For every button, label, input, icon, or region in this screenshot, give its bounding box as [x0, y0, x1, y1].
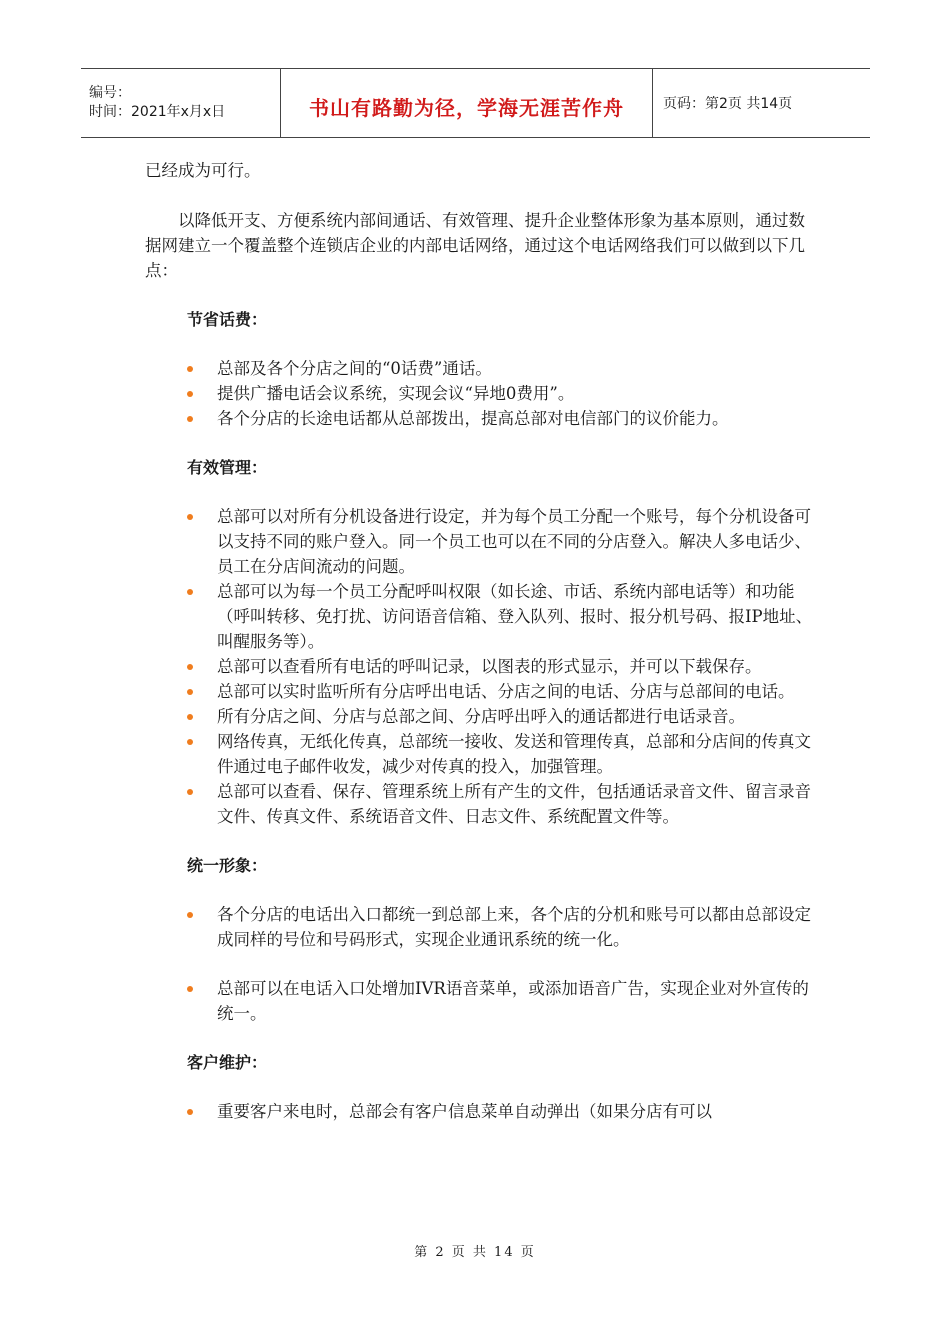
page-info-text: 页码：第2页 共14页: [663, 96, 793, 112]
list-item: 重要客户来电时，总部会有客户信息菜单自动弹出（如果分店有可以: [217, 1099, 815, 1124]
bullet-icon: [187, 1109, 193, 1115]
bullet-icon: [187, 416, 193, 422]
header-motto: [281, 69, 653, 137]
list-item: 总部可以实时监听所有分店呼出电话、分店之间的电话、分店与总部间的电话。: [217, 679, 815, 704]
intro-paragraph: 以降低开支、方便系统内部间通话、有效管理、提升企业整体形象为基本原则，通过数据网建立一个覆盖整个连锁店企业的内部电话网络，通过这个电话网络我们可以做到以下几点：: [145, 211, 805, 280]
bullet-icon: [187, 714, 193, 720]
time-label: 时间：2021年x月x日: [89, 104, 226, 120]
list-spacer: [217, 952, 815, 976]
bullet-icon: [187, 912, 193, 918]
bullet-icon: [187, 739, 193, 745]
list-item: 总部可以为每一个员工分配呼叫权限（如长途、市话、系统内部电话等）和功能（呼叫转移、免打扰、访问语音信箱、登入队列、报时、报分机号码、报IP地址、叫醒服务等）。: [217, 579, 815, 654]
section-title-management: 有效管理：: [187, 458, 268, 477]
list-item: 总部可以在电话入口处增加IVR语音菜单，或添加语音广告，实现企业对外宣传的统一。: [217, 976, 815, 1026]
header-page-info: [653, 69, 870, 137]
bullet-icon: [187, 789, 193, 795]
bullet-icon: [187, 366, 193, 372]
list-item: 提供广播电话会议系统，实现会议“异地0费用”。: [217, 381, 815, 406]
bullet-icon: [187, 986, 193, 992]
bullet-icon: [187, 589, 193, 595]
section-title-unified-image: 统一形象：: [187, 856, 268, 875]
number-label: 编号：: [89, 85, 131, 101]
bullet-icon: [187, 689, 193, 695]
page-header: [81, 68, 870, 138]
list-customer: [145, 1099, 815, 1124]
bullet-icon: [187, 391, 193, 397]
list-save-cost: [145, 356, 815, 431]
list-item: 总部及各个分店之间的“0话费”通话。: [217, 356, 815, 381]
list-item: 总部可以查看、保存、管理系统上所有产生的文件，包括通话录音文件、留言录音文件、传真文件、系统语音文件、日志文件、系统配置文件等。: [217, 779, 815, 829]
section-title-save-cost: 节省话费：: [187, 310, 268, 329]
document-body: [145, 158, 815, 1148]
list-item: 网络传真，无纸化传真，总部统一接收、发送和管理传真，总部和分店间的传真文件通过电子邮件收发，减少对传真的投入，加强管理。: [217, 729, 815, 779]
list-item: 所有分店之间、分店与总部之间、分店呼出呼入的通话都进行电话录音。: [217, 704, 815, 729]
page-footer: 第 2 页 共 14 页: [414, 1245, 536, 1260]
list-item: 各个分店的电话出入口都统一到总部上来，各个店的分机和账号可以都由总部设定成同样的号位和号码形式，实现企业通讯系统的统一化。: [217, 902, 815, 952]
list-item: 各个分店的长途电话都从总部拨出，提高总部对电信部门的议价能力。: [217, 406, 815, 431]
bullet-icon: [187, 664, 193, 670]
header-meta: [81, 69, 281, 137]
section-title-customer: 客户维护：: [187, 1053, 268, 1072]
list-management: [145, 504, 815, 829]
motto-text: 书山有路勤为径，学海无涯苦作舟: [309, 95, 624, 120]
list-item: 总部可以对所有分机设备进行设定，并为每个员工分配一个账号，每个分机设备可以支持不同的账户登入。同一个员工也可以在不同的分店登入。解决人多电话少、员工在分店间流动的问题。: [217, 504, 815, 579]
list-item: 总部可以查看所有电话的呼叫记录，以图表的形式显示，并可以下载保存。: [217, 654, 815, 679]
bullet-icon: [187, 514, 193, 520]
list-unified-image: [145, 902, 815, 1026]
continuation-text: 已经成为可行。: [145, 161, 261, 180]
